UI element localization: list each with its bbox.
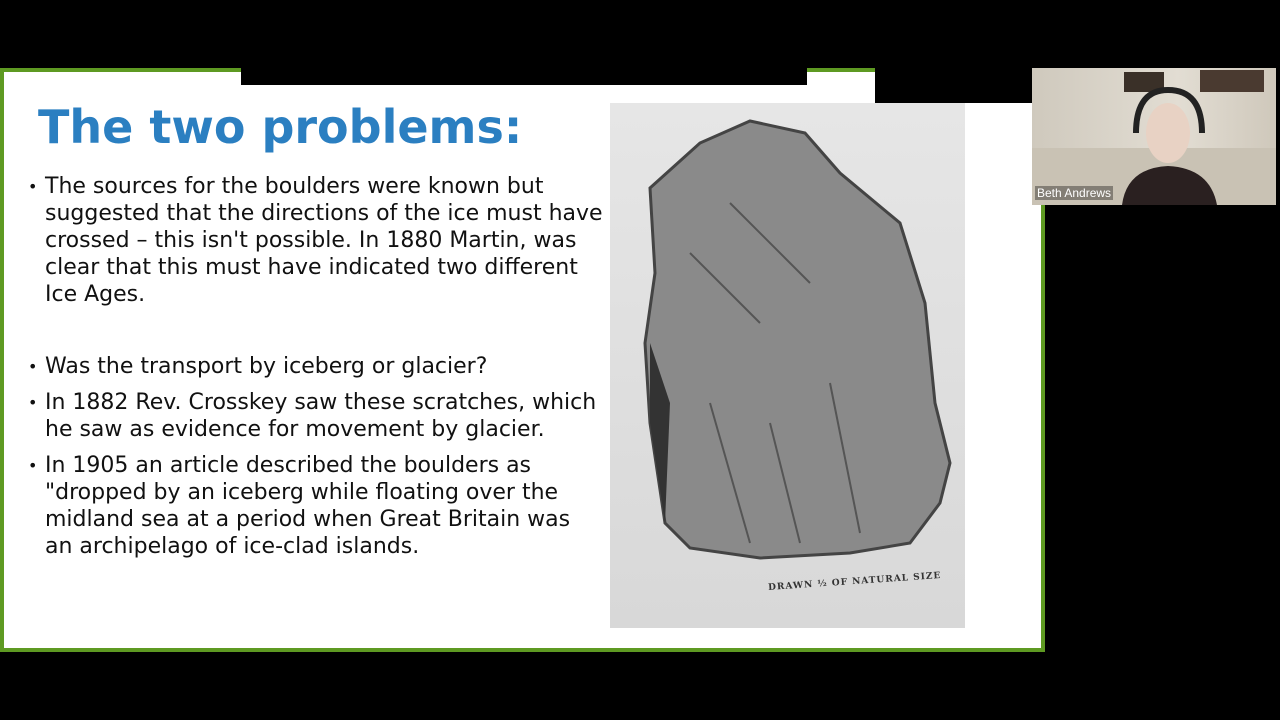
boulder-illustration (610, 103, 965, 628)
participant-video (1032, 68, 1276, 205)
bullet-item: • Was the transport by iceberg or glacier? (28, 353, 603, 380)
boulder-drawing (610, 103, 965, 628)
screen-share-overlay (241, 68, 807, 85)
bullet-item: • In 1905 an article described the boulders as "dropped by an iceberg while floating over the midland sea at a period when Great Britain was an archipelago of ice-clad islands. (28, 452, 603, 560)
slide-title: The two problems: (38, 100, 523, 154)
participant-name: Beth Andrews (1037, 186, 1112, 200)
participant-video-tile[interactable] (1032, 68, 1276, 205)
slide-bullets (28, 173, 603, 569)
image-caption: DRAWN ½ OF NATURAL SIZE (767, 570, 942, 594)
bullet-item: • In 1882 Rev. Crosskey saw these scratches, which he saw as evidence for movement by glacier. (28, 389, 603, 443)
bullet-item: • The sources for the boulders were known but suggested that the directions of the ice must have crossed – this isn't possible. In 1880 Martin, was clear that this must have indicated two different Ice Ages. (28, 173, 603, 308)
screen-share-overlay-box (875, 68, 1035, 103)
